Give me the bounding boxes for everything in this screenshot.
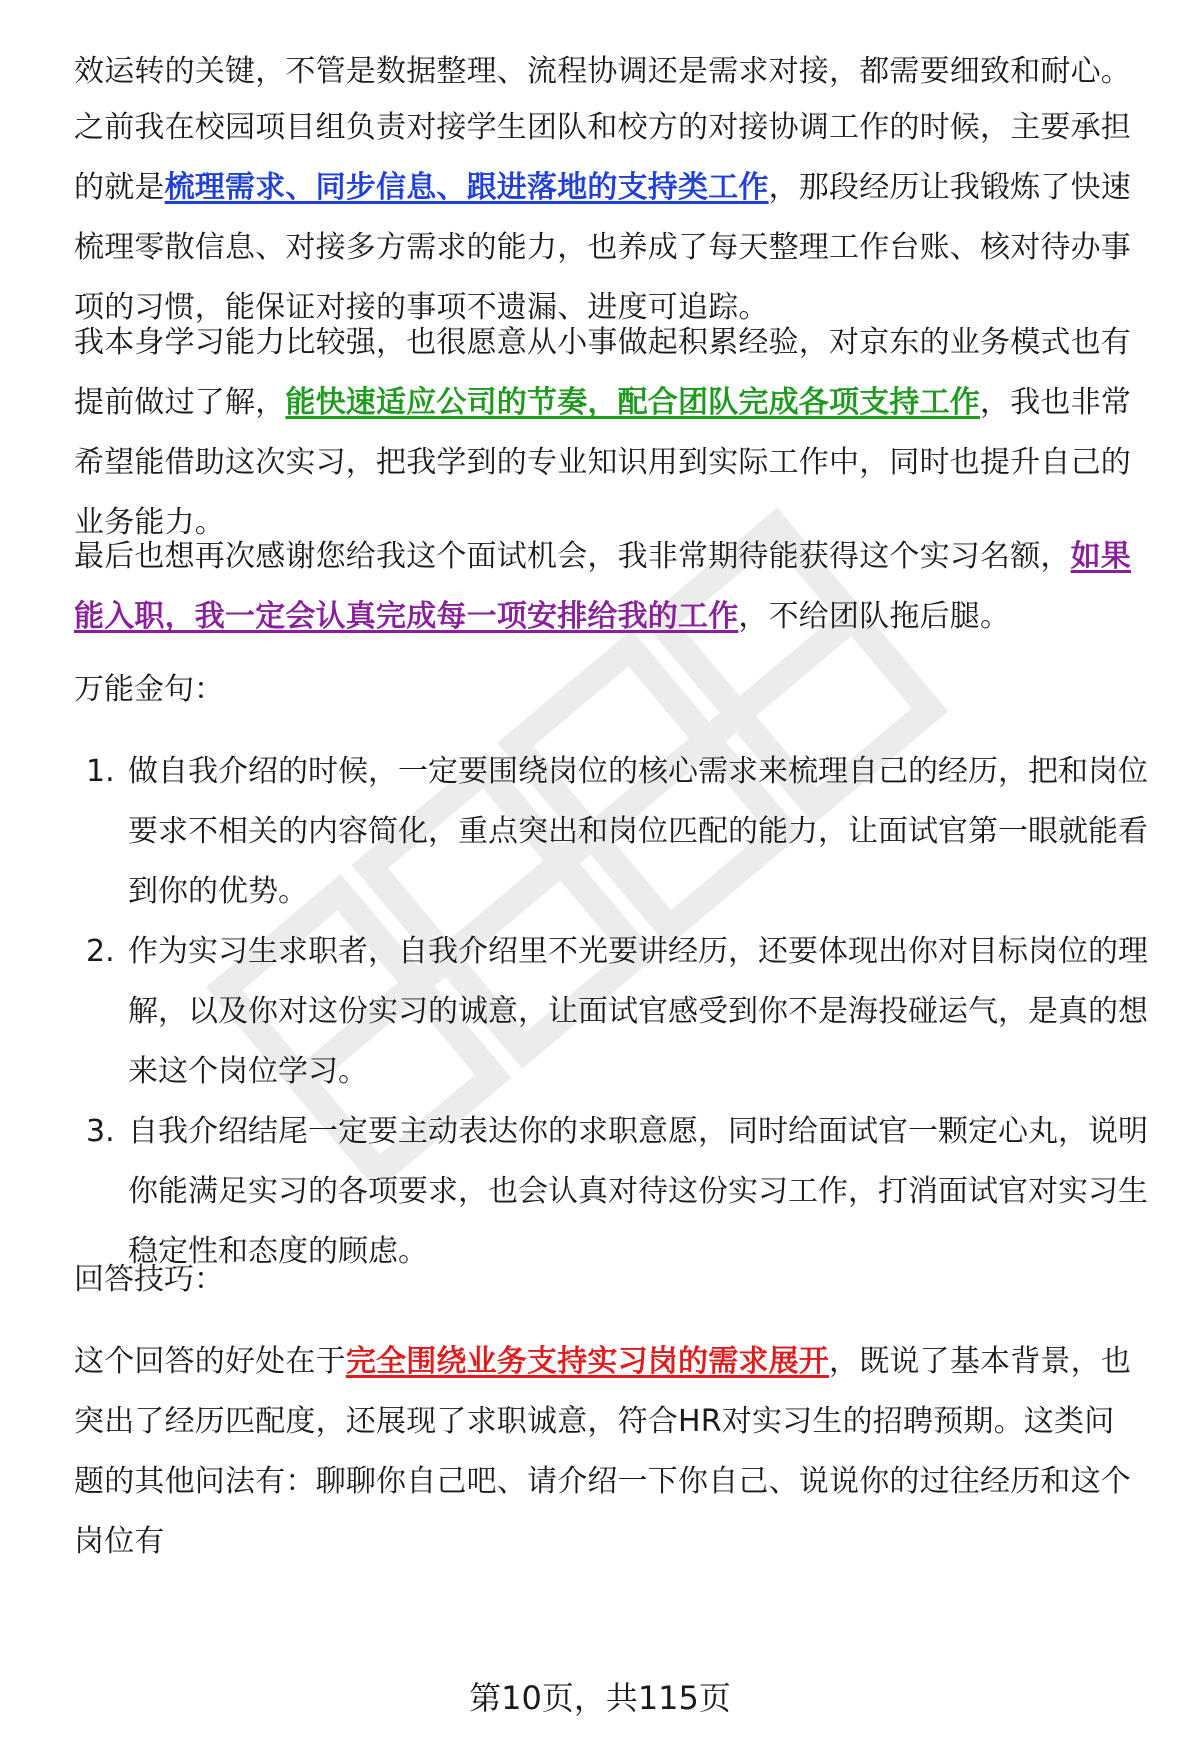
golden-sentences-heading: 万能金句：	[74, 672, 224, 707]
list-item-number: 1.	[86, 754, 115, 789]
list-item-number: 3.	[86, 1114, 115, 1149]
page-number-footer: 第10页，共115页	[469, 1679, 731, 1717]
paragraph-4-highlight: 如果能入职，我一定会认真完成每一项安排给我的工作	[74, 539, 1132, 634]
paragraph-3-text-end: ，我也非常希望能借助这次实习，把我学到的专业知识用到实际工作中，同时也提升自己的业务能力。	[74, 385, 1132, 540]
paragraph-2-text-end: ，那段经历让我锻炼了快速梳理零散信息、对接多方需求的能力，也养成了每天整理工作台账、核对待办事项的习惯，能保证对接的事项不遗漏、进度可追踪。	[74, 170, 1132, 325]
list-item-text: 做自我介绍的时候，一定要围绕岗位的核心需求来梳理自己的经历，把和岗位要求不相关的内容简化，重点突出和岗位匹配的能力，让面试官第一眼就能看到你的优势。	[128, 754, 1148, 909]
paragraph-1	[74, 42, 1144, 102]
list-item	[74, 742, 1154, 922]
answer-tips-heading: 回答技巧：	[74, 1262, 224, 1297]
paragraph-4	[74, 527, 1144, 647]
list-item-text: 自我介绍结尾一定要主动表达你的求职意愿，同时给面试官一颗定心丸，说明你能满足实习的各项要求，也会认真对待这份实习工作，打消面试官对实习生稳定性和态度的顾虑。	[128, 1114, 1148, 1269]
paragraph-2-text-start: 之前我在校园项目组负责对接学生团队和校方的对接协调工作的时候，主要承担的就是	[74, 110, 1131, 205]
answer-tips-paragraph	[74, 1332, 1144, 1572]
answer-tips-text-start: 这个回答的好处在于	[74, 1344, 346, 1379]
paragraph-1-text: 效运转的关键，不管是数据整理、流程协调还是需求对接，都需要细致和耐心。	[74, 54, 1131, 89]
paragraph-4-text-start: 最后也想再次感谢您给我这个面试机会，我非常期待能获得这个实习名额，	[74, 539, 1071, 574]
paragraph-2-highlight: 梳理需求、同步信息、跟进落地的支持类工作	[164, 170, 769, 205]
list-item-number: 2.	[86, 934, 115, 969]
list-item-text: 作为实习生求职者，自我介绍里不光要讲经历，还要体现出你对目标岗位的理解，以及你对这份实习的诚意，让面试官感受到你不是海投碰运气，是真的想来这个岗位学习。	[128, 934, 1148, 1089]
paragraph-3-text-start: 我本身学习能力比较强，也很愿意从小事做起积累经验，对京东的业务模式也有提前做过了解，	[74, 325, 1131, 420]
answer-tips-text-end: ，既说了基本背景，也突出了经历匹配度，还展现了求职诚意，符合HR对实习生的招聘预期。这类问题的其他问法有：聊聊你自己吧、请介绍一下你自己、说说你的过往经历和这个岗位有	[74, 1344, 1132, 1559]
list-item	[74, 922, 1154, 1102]
paragraph-3	[74, 313, 1144, 553]
answer-tips-highlight: 完全围绕业务支持实习岗的需求展开	[345, 1344, 830, 1379]
paragraph-3-highlight: 能快速适应公司的节奏，配合团队完成各项支持工作	[285, 385, 981, 420]
paragraph-2	[74, 98, 1144, 338]
list-item	[74, 1102, 1154, 1282]
golden-sentences-list	[74, 742, 1154, 1282]
paragraph-4-text-end: ，不给团队拖后腿。	[738, 599, 1011, 634]
